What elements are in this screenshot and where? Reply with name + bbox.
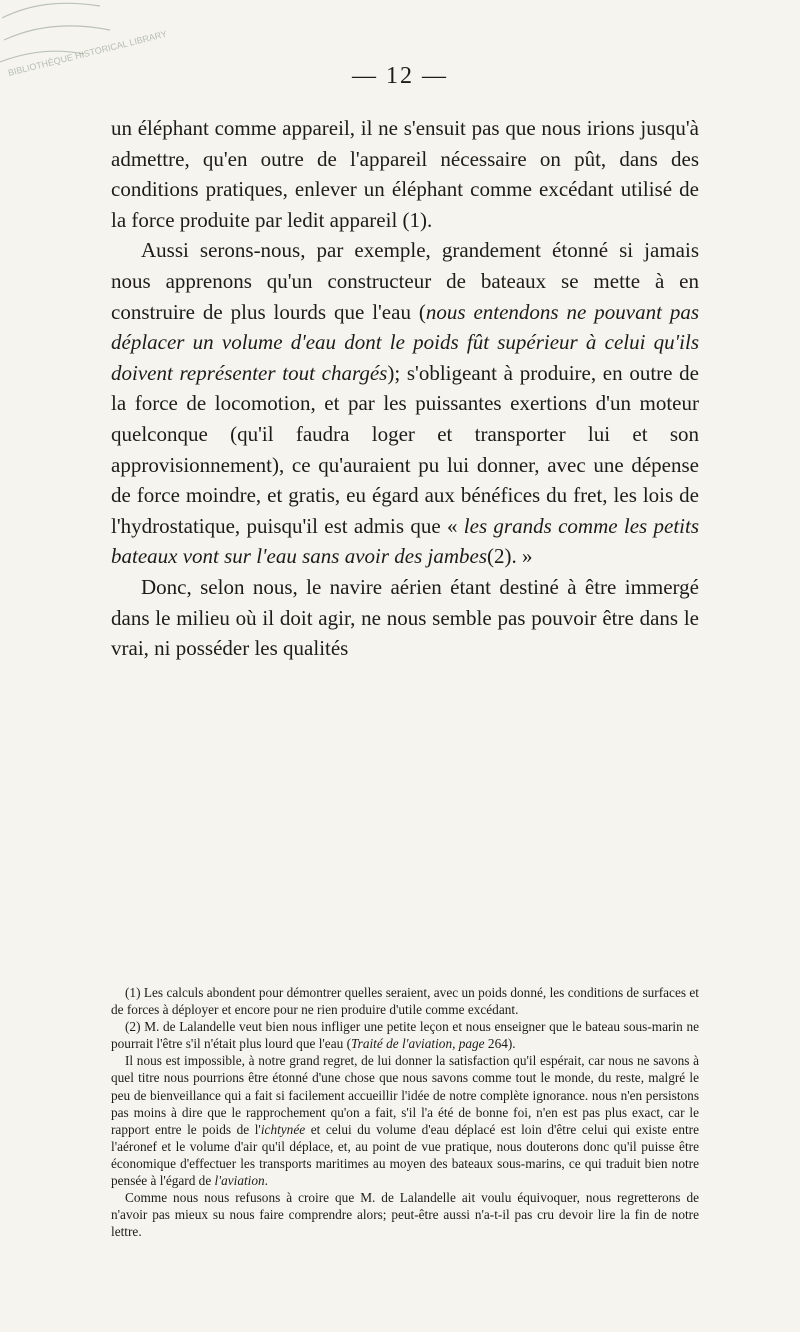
footnote-2-page: 264). <box>484 1036 516 1052</box>
paragraph-2-italic: nous entendons ne pouvant pas déplacer un volume d'eau dont le poids fût supérieur à celui qu'ils doivent représenter tout chargés <box>111 299 699 385</box>
footnote-ref-2: (2). <box>487 544 517 569</box>
footnote-2-text: (2) M. de Lalandelle veut bien nous infliger une petite leçon et nous enseigner que le bateau sous-marin ne pourrait l'être s'il n'était plus lourd que l'eau ( <box>111 1019 699 1052</box>
footnote-3-text-middle: et celui du volume d'eau déplacé est loin d'être celui qui existe entre l'aéronef et le volume d'air qu'il déplace, et, au point de vue pratique, nous douterons donc qu'il puisse être économique d'effectuer les transports maritimes au moyen des bateaux sous-marins, ce qui traduit bien notre pensée à l'égard de <box>111 1121 699 1189</box>
paragraph-1 <box>111 113 699 235</box>
footnote-ref-1: (1). <box>402 207 433 232</box>
ichtynee-term: ichtynée <box>260 1121 306 1137</box>
paragraph-2 <box>111 235 699 572</box>
main-text <box>111 113 699 664</box>
paragraph-3: Donc, selon nous, le navire aérien étant destiné à être immergé dans le milieu où il doit agir, ne nous semble pas pouvoir être dans le vrai, ni posséder les qualités <box>111 574 699 661</box>
footnote-3-text-start: Il nous est impossible, à notre grand regret, de lui donner la satisfaction qu'il espérait, car nous ne savons à quel titre nous pourrions être étonné d'une chose que nous savons comme tout le monde, du reste, malgré le peu de bienveillance qui a fait si facilement accueillir l'idée de notre complète ignorance. nous n'en persistons pas moins à dire que le rapprochement qu'on a fait, s'il l'a été de bonne foi, n'en est pas plus exact, car le rapport entre le poids de l' <box>111 1053 699 1137</box>
footnote-3-text-end: . <box>264 1173 268 1189</box>
paragraph-1-text: un éléphant comme appareil, il ne s'ensuit pas que nous irions jusqu'à admettre, qu'en outre de l'appareil nécessaire on pût, dans des conditions pratiques, enlever un éléphant comme excédant utilisé de la force produite par ledit appareil <box>111 116 699 232</box>
footnote-2-continued <box>111 1052 699 1189</box>
footnote-2 <box>111 1018 699 1052</box>
quoted-proverb: les grands comme les petits bateaux vont sur l'eau sans avoir des jambes <box>111 513 699 569</box>
page-number: — 12 — <box>352 63 448 89</box>
footnote-closing: Comme nous nous refusons à croire que M. de Lalandelle ait voulu équivoquer, nous regretterons de n'avoir pas mieux su nous faire comprendre alors; peut-être aussi n'a-t-il pas cru devoir lire la fin de notre lettre. <box>111 1190 699 1240</box>
quote-close: » <box>516 544 533 569</box>
stamp-text: BIBLIOTHÈQUE HISTORICAL LIBRARY <box>7 28 168 78</box>
footnote-1: (1) Les calculs abondent pour démontrer quelles seraient, avec un poids donné, les conditions de surfaces et de forces à déployer et encore pour ne rien produire d'utile comme excédant. <box>111 985 699 1018</box>
paragraph-2-text-middle: ); s'obligeant à produire, en outre de la force de locomotion, et par les puissantes exertions d'un moteur quelconque (qu'il faudra loger et transporter lui et son approvisionnement), ce qu'auraient pu lui donner, avec une dépense de force moindre, et gratis, eu égard aux bénéfices du fret, les lois de l'hydrostatique, puisqu'il est admis que « <box>111 360 700 538</box>
footnotes <box>111 984 699 1240</box>
aviation-term: l'aviation <box>214 1173 265 1189</box>
paragraph-2-text-start: Aussi serons-nous, par exemple, grandement étonné si jamais nous apprenons qu'un constructeur de bateaux se mette à en construire de plus lourds que l'eau ( <box>111 238 699 324</box>
footnote-2-citation: Traité de l'aviation, page <box>351 1036 485 1052</box>
